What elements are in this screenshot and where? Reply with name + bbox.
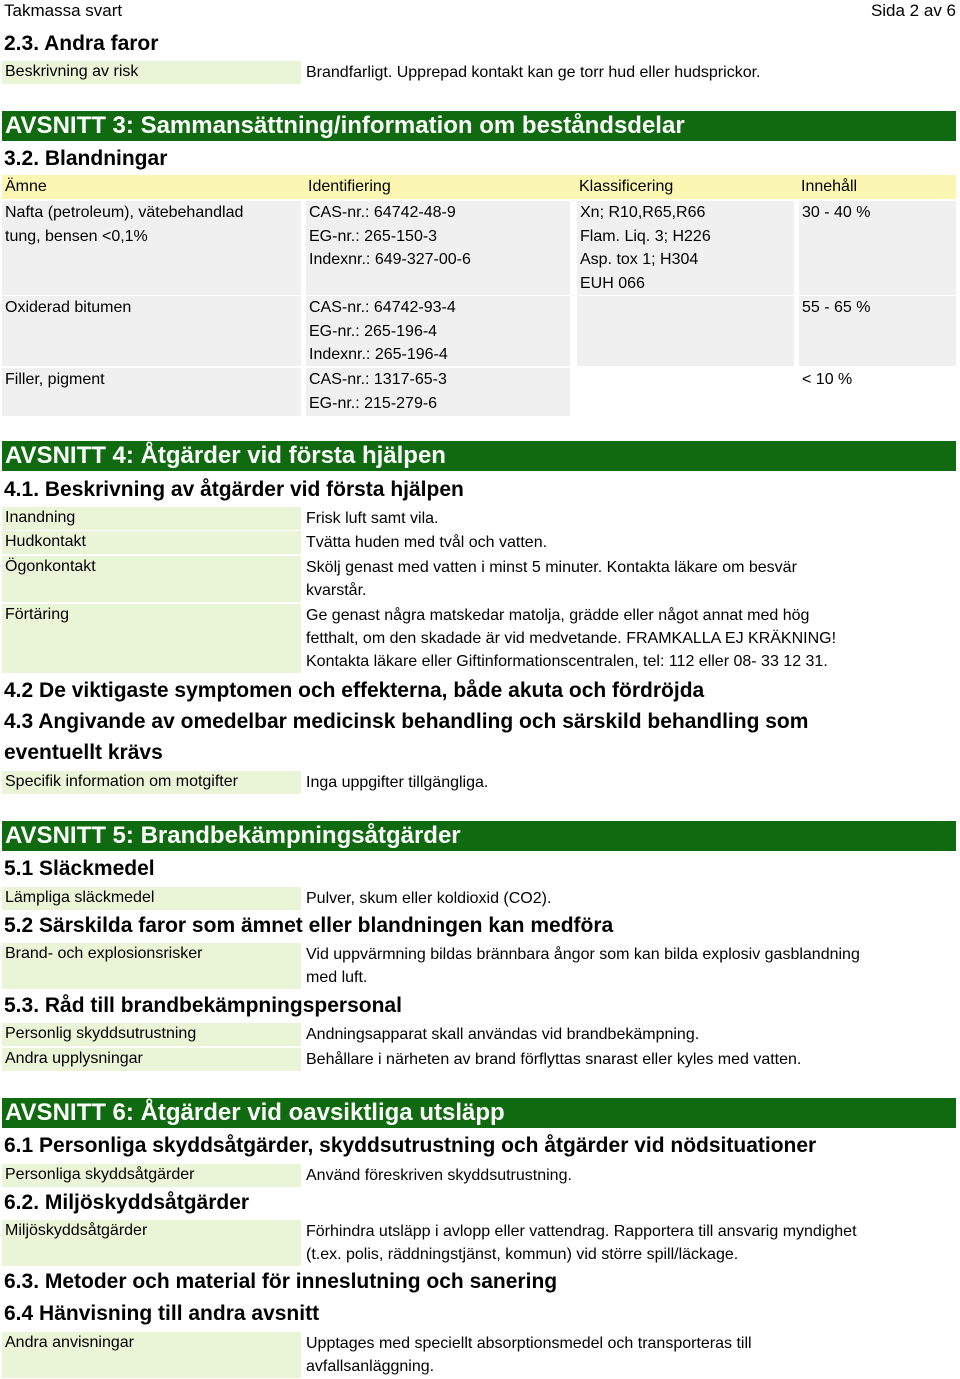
subsection-3-2-heading: 3.2. Blandningar: [4, 147, 168, 170]
cas-number: CAS-nr.: 64742-48-9: [309, 204, 456, 221]
environmental-precautions-value: [306, 1220, 950, 1266]
risk-description-label: Beskrivning av risk: [2, 61, 301, 84]
ingestion-label: Förtäring: [2, 604, 301, 673]
value-line: Skölj genast med vatten i minst 5 minuter. Kontakta läkare om besvär: [306, 559, 797, 576]
value-line: Upptages med speciellt absorptionsmedel och transporteras till: [306, 1335, 752, 1352]
classification-cell: [577, 201, 794, 295]
extinguishing-media-value: Pulver, skum eller koldioxid (CO2).: [306, 890, 552, 907]
column-header-classification: Klassificering: [579, 178, 674, 195]
content-cell: [799, 296, 956, 366]
classification-cell: [577, 296, 794, 366]
table-row: [2, 296, 956, 366]
other-instructions-value: [306, 1332, 950, 1378]
identification-cell: [306, 368, 570, 416]
eg-number: EG-nr.: 215-279-6: [309, 394, 438, 412]
eye-contact-value: [306, 556, 950, 602]
subsection-6-1-heading: 6.1 Personliga skyddsåtgärder, skyddsutrustning och åtgärder vid nödsituationer: [4, 1134, 817, 1157]
subsection-5-3-heading: 5.3. Råd till brandbekämpningspersonal: [4, 994, 402, 1017]
content-value: 30 - 40 %: [802, 204, 871, 221]
table-row: [2, 201, 956, 295]
eg-number: EG-nr.: 265-196-4: [309, 322, 438, 340]
value-line: Tvätta huden med tvål och vatten.: [306, 534, 548, 551]
skin-contact-label: Hudkontakt: [2, 531, 301, 554]
cas-number: CAS-nr.: 1317-65-3: [309, 371, 447, 388]
personal-precautions-value: Använd föreskriven skyddsutrustning.: [306, 1167, 572, 1184]
protective-equipment-label: Personlig skyddsutrustning: [2, 1023, 301, 1046]
page-header: [4, 0, 956, 22]
identification-cell: [306, 296, 570, 366]
value-line: med luft.: [306, 969, 368, 986]
value-line: Vid uppvärmning bildas brännbara ångor som kan bilda explosiv gasblandning: [306, 946, 860, 963]
subsection-4-2-heading: 4.2 De viktigaste symptomen och effekterna, både akuta och fördröjda: [4, 679, 705, 702]
cas-number: CAS-nr.: 64742-93-4: [309, 299, 456, 316]
value-line: Förhindra utsläpp i avlopp eller vattendrag. Rapportera till ansvarig myndighet: [306, 1223, 857, 1240]
classification-line: Asp. tox 1; H304: [580, 251, 699, 268]
content-cell: [799, 368, 956, 416]
substance-name-line: Nafta (petroleum), vätebehandlad: [5, 204, 244, 221]
index-number: Indexnr.: 265-196-4: [309, 346, 448, 363]
composition-table-header: [2, 175, 956, 199]
subsection-6-3-heading: 6.3. Metoder och material för inneslutning och sanering: [4, 1270, 558, 1293]
fire-risk-label: Brand- och explosionsrisker: [2, 943, 301, 989]
inhalation-value: [306, 507, 950, 530]
skin-contact-value: [306, 531, 950, 554]
heading-line: eventuellt krävs: [4, 741, 163, 764]
table-row: [2, 368, 956, 416]
column-header-substance: Ämne: [5, 178, 47, 195]
subsection-2-3-heading: 2.3. Andra faror: [4, 32, 159, 55]
value-line: avfallsanläggning.: [306, 1358, 435, 1375]
section-5-banner: AVSNITT 5: Brandbekämpningsåtgärder: [2, 821, 956, 851]
content-value: 55 - 65 %: [802, 299, 871, 316]
classification-cell: [577, 368, 794, 416]
classification-line: EUH 066: [580, 274, 645, 292]
section-4-banner: AVSNITT 4: Åtgärder vid första hjälpen: [2, 441, 956, 471]
value-line: Kontakta läkare eller Giftinformationscentralen, tel: 112 eller 08- 33 12 31.: [306, 653, 828, 670]
environmental-precautions-label: Miljöskyddsåtgärder: [2, 1220, 301, 1266]
document-title: Takmassa svart: [4, 1, 123, 20]
other-info-label: Andra upplysningar: [2, 1048, 301, 1071]
value-line: (t.ex. polis, räddningstjänst, kommun) vid större spill/läckage.: [306, 1246, 739, 1263]
value-line: Ge genast några matskedar matolja, grädde eller något annat med hög: [306, 607, 810, 624]
other-instructions-label: Andra anvisningar: [2, 1332, 301, 1378]
subsection-4-3-heading: [4, 708, 808, 767]
content-value: < 10 %: [802, 371, 853, 388]
value-line: fetthalt, om den skadade är vid medvetande. FRAMKALLA EJ KRÄKNING!: [306, 630, 837, 647]
heading-line: 4.3 Angivande av omedelbar medicinsk behandling och särskild behandling som: [4, 710, 809, 733]
subsection-5-1-heading: 5.1 Släckmedel: [4, 857, 155, 880]
subsection-5-2-heading: 5.2 Särskilda faror som ämnet eller blandningen kan medföra: [4, 914, 614, 937]
identification-cell: [306, 201, 570, 295]
extinguishing-media-label: Lämpliga släckmedel: [2, 887, 301, 910]
eye-contact-label: Ögonkontakt: [2, 556, 301, 602]
substance-name-line: Oxiderad bitumen: [5, 299, 132, 316]
eg-number: EG-nr.: 265-150-3: [309, 227, 438, 245]
inhalation-label: Inandning: [2, 507, 301, 530]
antidote-label: Specifik information om motgifter: [2, 771, 301, 794]
classification-line: Flam. Liq. 3; H226: [580, 227, 711, 245]
subsection-6-4-heading: 6.4 Hänvisning till andra avsnitt: [4, 1302, 320, 1325]
protective-equipment-value: Andningsapparat skall användas vid brandbekämpning.: [306, 1026, 700, 1043]
substance-name-cell: [2, 201, 301, 295]
value-line: Frisk luft samt vila.: [306, 510, 439, 527]
page-number: Sida 2 av 6: [870, 1, 956, 20]
personal-precautions-label: Personliga skyddsåtgärder: [2, 1164, 301, 1187]
section-3-banner: AVSNITT 3: Sammansättning/information om beståndsdelar: [2, 111, 956, 141]
ingestion-value: [306, 604, 950, 673]
antidote-value: Inga uppgifter tillgängliga.: [306, 774, 489, 791]
column-header-identification: Identifiering: [308, 178, 391, 195]
fire-risk-value: [306, 943, 950, 989]
value-line: kvarstår.: [306, 582, 367, 599]
substance-name-line: Filler, pigment: [5, 371, 105, 388]
classification-line: Xn; R10,R65,R66: [580, 204, 706, 221]
subsection-6-2-heading: 6.2. Miljöskyddsåtgärder: [4, 1191, 250, 1214]
risk-description-value: Brandfarligt. Upprepad kontakt kan ge torr hud eller hudsprickor.: [306, 64, 761, 81]
other-info-value: Behållare i närheten av brand förflyttas snarast eller kyles med vatten.: [306, 1051, 802, 1068]
substance-name-cell: [2, 296, 301, 366]
substance-name-line: tung, bensen <0,1%: [5, 227, 148, 245]
content-cell: [799, 201, 956, 295]
section-6-banner: AVSNITT 6: Åtgärder vid oavsiktliga utsläpp: [2, 1098, 956, 1128]
subsection-4-1-heading: 4.1. Beskrivning av åtgärder vid första hjälpen: [4, 478, 464, 501]
column-header-content: Innehåll: [801, 178, 858, 195]
substance-name-cell: [2, 368, 301, 416]
index-number: Indexnr.: 649-327-00-6: [309, 251, 471, 268]
